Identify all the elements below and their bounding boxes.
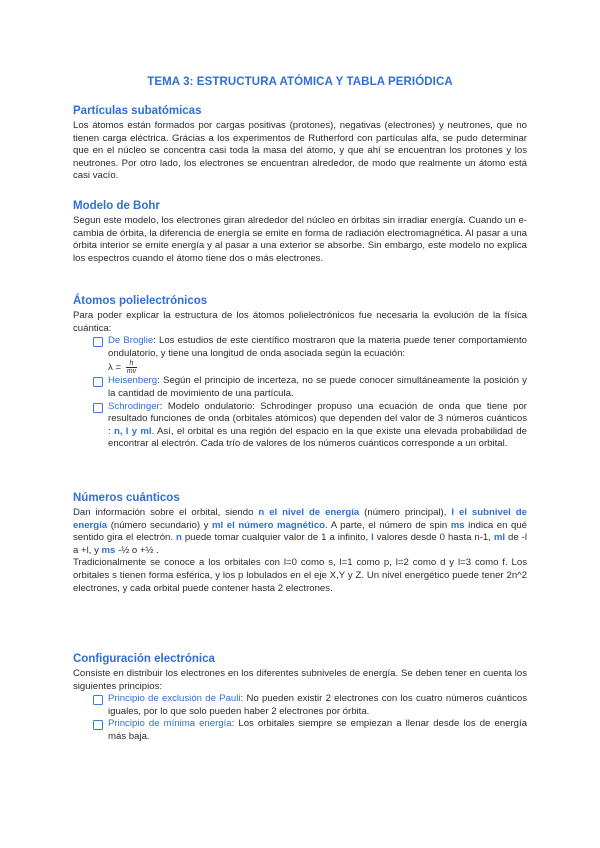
section-text: Tradicionalmente se conoce a los orbitales con l=0 como s, l=1 como p, l=2 como d y l=3 como f. Los orbitales s tienen forma esférica, y los p lobulados en el eje X,Y y Z. Un nivel energético puede tener 2n^2 electrones, y cada orbital puede contener hasta 2 electrones. bbox=[73, 557, 527, 594]
item-label: Heisenberg bbox=[108, 375, 158, 387]
item-label: Principio de exclusión de Pauli bbox=[108, 693, 241, 705]
list-item-de-broglie: De Broglie: Los estudios de este científico mostraron que la materia puede tener comportamiento ondulatorio, y tiene una longitud de onda asociada según la ecuación: λ = $\frac{h}{mv}$ bbox=[93, 335, 527, 375]
section-heading: Configuración electrónica bbox=[73, 653, 215, 665]
item-text: Los orbitales siempre se empiezan a llenar desde los de energía más baja. bbox=[108, 718, 527, 742]
formula-fraction bbox=[126, 360, 137, 375]
list-item-pauli: Principio de exclusión de Pauli: No pueden existir 2 electrones con los cuatro números cuánticos iguales, por lo que solo pueden haber 2 electrones por órbita. bbox=[93, 693, 527, 718]
section-quantum-numbers bbox=[73, 491, 527, 595]
section-bohr-model bbox=[73, 199, 527, 265]
section-text: Dan información sobre el orbital, siendo n el nivel de energía (número principal), l el subnivel de energía (número secundario) y ml el número magnético. A parte, el número de spin ms indica en qué sentido gira el electrón. n puede tomar cualquier valor de 1 a infinito, l valores desde 0 hasta n-1, ml de -l a +l, y ms -½ o +½ . bbox=[73, 507, 527, 556]
checklist bbox=[73, 335, 527, 451]
section-text: Segun este modelo, los electrones giran alrededor del núcleo en órbitas sin irradiar energía. Cuando un e- cambia de órbita, la diferencia de energía se emite en forma de radiación electromagnética. Al pasar a una órbita interior se emite energía y al pasar a una exterior se absorbe. Sin embargo, este modelo no explica los espectros cuando el átomo tiene dos o más electrones. bbox=[73, 215, 527, 264]
section-text: Los átomos están formados por cargas positivas (protones), negativas (electrones) y neutrones, que no tienen carga eléctrica. Grácias a los experimentos de Rutherford con partículas alfa, se pudo determinar que en el núcleo se concentra casi toda la masa del átomo, y que ahí se encuentran los protones y los neutrones. Por otro lado, los electrones se encuentran alrededor, de modo que realmente un átomo está casi vacío. bbox=[73, 120, 527, 182]
section-heading: Partículas subatómicas bbox=[73, 105, 202, 117]
section-heading: Modelo de Bohr bbox=[73, 200, 160, 212]
checklist bbox=[73, 693, 527, 743]
item-text: No pueden existir 2 electrones con los cuatro números cuánticos iguales, por lo que solo pueden haber 2 electrones por órbita. bbox=[108, 693, 527, 717]
section-heading: Números cuánticos bbox=[73, 492, 180, 504]
checkbox-icon[interactable] bbox=[93, 337, 103, 347]
section-heading: Átomos polielectrónicos bbox=[73, 295, 208, 307]
item-label: Principio de mínima energía bbox=[108, 718, 232, 730]
checkbox-icon[interactable] bbox=[93, 720, 103, 730]
list-item-minimum-energy: Principio de mínima energía: Los orbitales siempre se empiezan a llenar desde los de energía más baja. bbox=[93, 718, 527, 743]
formula-lhs: λ = bbox=[108, 362, 122, 374]
quantum-numbers-highlight: n, l y ml bbox=[113, 425, 152, 437]
checkbox-icon[interactable] bbox=[93, 377, 103, 387]
checkbox-icon[interactable] bbox=[93, 403, 103, 413]
item-label: De Broglie bbox=[108, 335, 154, 347]
item-text: Los estudios de este científico mostraron que la materia puede tener comportamiento ondulatorio, y tiene una longitud de onda asociada según la ecuación: bbox=[108, 335, 527, 359]
list-item-heisenberg: Heisenberg: Según el principio de incerteza, no se puede conocer simultáneamente la posición y la cantidad de movimiento de una partícula. bbox=[93, 375, 527, 400]
item-text: Según el principio de incerteza, no se puede conocer simultáneamente la posición y la cantidad de movimiento de una partícula. bbox=[108, 375, 527, 399]
formula-denominator: mv bbox=[126, 368, 137, 376]
page-title: TEMA 3: ESTRUCTURA ATÓMICA Y TABLA PERIÓDICA bbox=[147, 76, 453, 88]
item-label: Schrodinger bbox=[108, 400, 160, 412]
section-intro: Para poder explicar la estructura de los átomos polielectrónicos fue necesaria la evolución de la física cuántica: bbox=[73, 310, 527, 334]
section-electron-configuration bbox=[73, 652, 527, 744]
list-item-schrodinger: Schrodinger: Modelo ondulatorio: Schrodinger propuso una ecuación de onda que tiene por resultado funciones de onda (orbitales atómicos) que dependen del valor de 3 números cuánticos : n, l y ml. Así, el orbital es una región del espacio en la que existe una elevada probabilidad de encontrar al electrón. Cada trío de valores de los números cuánticos corresponde a un orbital. bbox=[93, 401, 527, 451]
checkbox-icon[interactable] bbox=[93, 695, 103, 705]
section-intro: Consiste en distribuir los electrones en los diferentes subniveles de energía. Se deben tener en cuenta los siguientes principios: bbox=[73, 668, 527, 692]
formula-numerator: h bbox=[126, 360, 137, 368]
section-polyelectronic-atoms bbox=[73, 294, 527, 451]
section-subatomic-particles bbox=[73, 104, 527, 183]
